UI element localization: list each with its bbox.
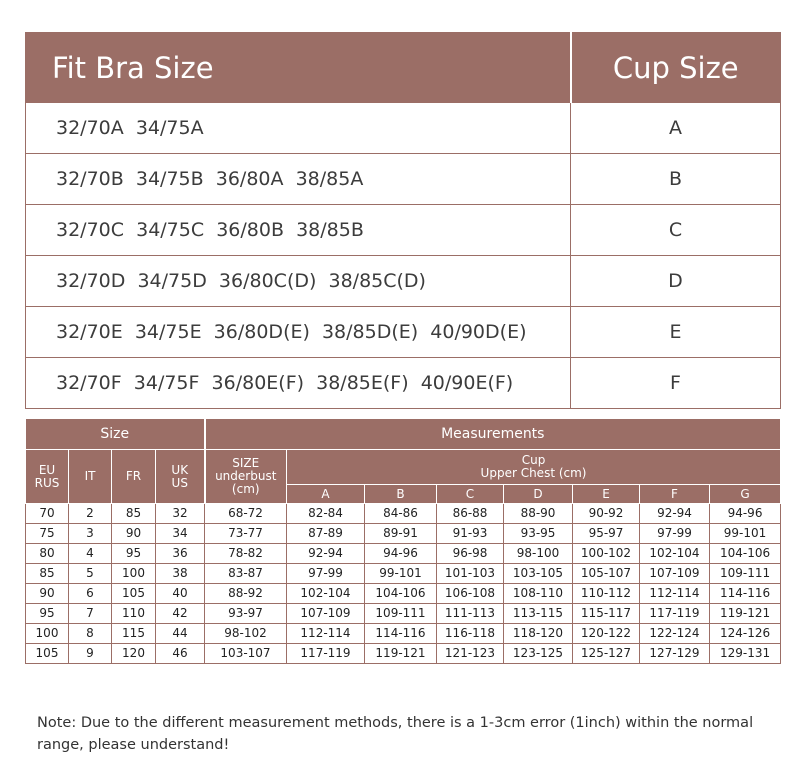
- size-table-cell: 115: [112, 624, 156, 644]
- size-table-cell: 92-94: [640, 504, 710, 524]
- size-table-cell: 6: [69, 584, 112, 604]
- size-table-cell: 32: [156, 504, 205, 524]
- size-table-cell: 78-82: [205, 544, 287, 564]
- size-table-row: [26, 524, 781, 544]
- cup-size-cell: B: [571, 154, 781, 205]
- size-table-cell: 124-126: [710, 624, 781, 644]
- size-table-cell: 112-114: [640, 584, 710, 604]
- size-table-cell: 7: [69, 604, 112, 624]
- size-table-cell: 115-117: [573, 604, 640, 624]
- size-table-cell: 100-102: [573, 544, 640, 564]
- cup-size-cell: C: [571, 205, 781, 256]
- cup-upper-chest-header: Cup Upper Chest (cm): [287, 450, 781, 485]
- size-table-cell: 97-99: [640, 524, 710, 544]
- size-table-cell: 44: [156, 624, 205, 644]
- size-table-cell: 68-72: [205, 504, 287, 524]
- fit-table-row: [26, 307, 781, 358]
- size-table-cell: 127-129: [640, 644, 710, 664]
- cup-letter-header: A: [287, 485, 365, 504]
- size-table-cell: 73-77: [205, 524, 287, 544]
- size-table-cell: 46: [156, 644, 205, 664]
- size-table-cell: 102-104: [287, 584, 365, 604]
- size-table-cell: 83-87: [205, 564, 287, 584]
- size-table-cell: 120: [112, 644, 156, 664]
- size-table-cell: 96-98: [437, 544, 504, 564]
- uk-us-header: UK US: [156, 450, 205, 504]
- size-table-group-row: [26, 419, 781, 450]
- size-table-row: [26, 624, 781, 644]
- size-table-cell: 104-106: [365, 584, 437, 604]
- size-table-cell: 114-116: [365, 624, 437, 644]
- fit-table-header-row: [26, 33, 781, 103]
- cup-size-cell: A: [571, 103, 781, 154]
- size-table-cell: 125-127: [573, 644, 640, 664]
- size-table-cell: 108-110: [504, 584, 573, 604]
- bra-sizes-cell: 32/70D 34/75D 36/80C(D) 38/85C(D): [26, 256, 571, 307]
- measurement-note: Note: Due to the different measurement methods, there is a 1-3cm error (1inch) within the normal range, please understand!: [37, 715, 754, 753]
- size-table-cell: 40: [156, 584, 205, 604]
- size-group-header: Size: [26, 419, 205, 450]
- size-table-cell: 94-96: [710, 504, 781, 524]
- size-table-cell: 3: [69, 524, 112, 544]
- fr-header: FR: [112, 450, 156, 504]
- cup-size-cell: D: [571, 256, 781, 307]
- size-table-cell: 2: [69, 504, 112, 524]
- size-table-cell: 121-123: [437, 644, 504, 664]
- fit-bra-size-header: Fit Bra Size: [26, 33, 571, 103]
- size-table-cell: 90-92: [573, 504, 640, 524]
- size-table-cell: 98-102: [205, 624, 287, 644]
- size-table-cell: 95-97: [573, 524, 640, 544]
- underbust-header: SIZE underbust (cm): [205, 450, 287, 504]
- size-table-column-row: [26, 450, 781, 485]
- size-table-cell: 120-122: [573, 624, 640, 644]
- size-table-cell: 93-95: [504, 524, 573, 544]
- size-table-cell: 95: [112, 544, 156, 564]
- size-table-cell: 116-118: [437, 624, 504, 644]
- size-table-row: [26, 564, 781, 584]
- size-table-cell: 85: [112, 504, 156, 524]
- size-table-cell: 9: [69, 644, 112, 664]
- fit-table-row: [26, 358, 781, 409]
- size-table-cell: 88-90: [504, 504, 573, 524]
- size-table-cell: 101-103: [437, 564, 504, 584]
- size-table-cell: 106-108: [437, 584, 504, 604]
- fit-bra-size-table: [25, 32, 781, 409]
- size-table-cell: 85: [26, 564, 69, 584]
- size-table-cell: 90: [112, 524, 156, 544]
- size-table-cell: 100: [26, 624, 69, 644]
- size-table-cell: 94-96: [365, 544, 437, 564]
- size-table-cell: 84-86: [365, 504, 437, 524]
- size-table-cell: 88-92: [205, 584, 287, 604]
- size-measurement-table: [25, 418, 781, 664]
- bra-sizes-cell: 32/70F 34/75F 36/80E(F) 38/85E(F) 40/90E(F): [26, 358, 571, 409]
- size-table-cell: 34: [156, 524, 205, 544]
- size-table-cell: 103-105: [504, 564, 573, 584]
- size-table-cell: 80: [26, 544, 69, 564]
- eu-rus-header: EU RUS: [26, 450, 69, 504]
- cup-letter-header: B: [365, 485, 437, 504]
- size-table-cell: 95: [26, 604, 69, 624]
- cup-letter-header: G: [710, 485, 781, 504]
- size-table-cell: 107-109: [640, 564, 710, 584]
- size-table-cell: 87-89: [287, 524, 365, 544]
- size-table-cell: 117-119: [640, 604, 710, 624]
- fit-table-row: [26, 256, 781, 307]
- size-table-cell: 123-125: [504, 644, 573, 664]
- cup-letter-header: C: [437, 485, 504, 504]
- size-table-cell: 105: [112, 584, 156, 604]
- size-table-cell: 82-84: [287, 504, 365, 524]
- size-table-cell: 105-107: [573, 564, 640, 584]
- size-table-cell: 86-88: [437, 504, 504, 524]
- measurements-group-header: Measurements: [205, 419, 781, 450]
- size-table-cell: 36: [156, 544, 205, 564]
- size-table-cell: 70: [26, 504, 69, 524]
- size-table-cell: 4: [69, 544, 112, 564]
- cup-size-cell: F: [571, 358, 781, 409]
- size-table-cell: 114-116: [710, 584, 781, 604]
- cup-size-cell: E: [571, 307, 781, 358]
- size-table-cell: 8: [69, 624, 112, 644]
- size-table-cell: 109-111: [710, 564, 781, 584]
- size-table-cell: 93-97: [205, 604, 287, 624]
- size-table-cell: 107-109: [287, 604, 365, 624]
- size-table-cell: 110-112: [573, 584, 640, 604]
- size-table-cell: 92-94: [287, 544, 365, 564]
- size-table-cell: 38: [156, 564, 205, 584]
- cup-letter-header: E: [573, 485, 640, 504]
- size-table-cell: 105: [26, 644, 69, 664]
- size-table-cell: 117-119: [287, 644, 365, 664]
- fit-table-row: [26, 205, 781, 256]
- size-table-cell: 99-101: [710, 524, 781, 544]
- size-table-cell: 5: [69, 564, 112, 584]
- size-table-row: [26, 604, 781, 624]
- size-table-cell: 91-93: [437, 524, 504, 544]
- size-table-cell: 113-115: [504, 604, 573, 624]
- cup-letter-header: D: [504, 485, 573, 504]
- bra-sizes-cell: 32/70E 34/75E 36/80D(E) 38/85D(E) 40/90D(E): [26, 307, 571, 358]
- size-table-cell: 122-124: [640, 624, 710, 644]
- size-table-cell: 104-106: [710, 544, 781, 564]
- size-table-row: [26, 644, 781, 664]
- size-table-cell: 102-104: [640, 544, 710, 564]
- size-table-cell: 97-99: [287, 564, 365, 584]
- it-header: IT: [69, 450, 112, 504]
- bra-sizes-cell: 32/70A 34/75A: [26, 103, 571, 154]
- size-table-cell: 89-91: [365, 524, 437, 544]
- size-table-cell: 75: [26, 524, 69, 544]
- size-table-cell: 109-111: [365, 604, 437, 624]
- cup-letter-header: F: [640, 485, 710, 504]
- size-table-cell: 103-107: [205, 644, 287, 664]
- size-table-cell: 90: [26, 584, 69, 604]
- size-table-cell: 129-131: [710, 644, 781, 664]
- size-table-cell: 118-120: [504, 624, 573, 644]
- size-table-cell: 119-121: [710, 604, 781, 624]
- size-table-cell: 112-114: [287, 624, 365, 644]
- bra-sizes-cell: 32/70B 34/75B 36/80A 38/85A: [26, 154, 571, 205]
- size-table-cell: 99-101: [365, 564, 437, 584]
- size-table-cell: 110: [112, 604, 156, 624]
- bra-sizes-cell: 32/70C 34/75C 36/80B 38/85B: [26, 205, 571, 256]
- cup-size-header: Cup Size: [571, 33, 781, 103]
- size-table-cell: 111-113: [437, 604, 504, 624]
- size-table-cell: 42: [156, 604, 205, 624]
- size-table-cell: 100: [112, 564, 156, 584]
- size-table-row: [26, 504, 781, 524]
- fit-table-row: [26, 103, 781, 154]
- size-table-row: [26, 584, 781, 604]
- size-table-cell: 119-121: [365, 644, 437, 664]
- size-table-cell: 98-100: [504, 544, 573, 564]
- fit-table-row: [26, 154, 781, 205]
- size-table-row: [26, 544, 781, 564]
